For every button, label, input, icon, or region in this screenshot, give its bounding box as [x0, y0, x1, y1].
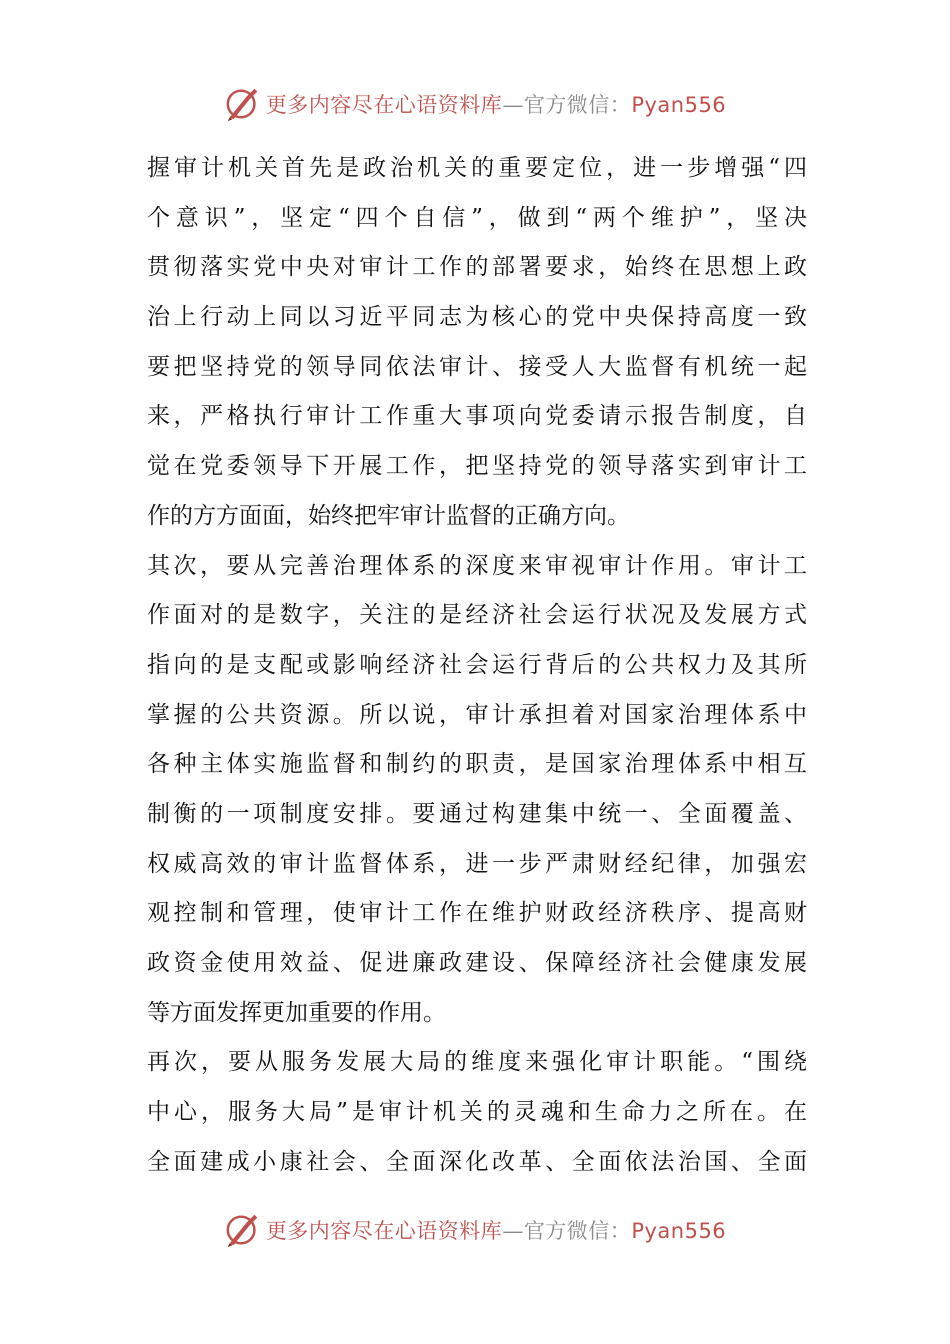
text-line: 其次，要从完善治理体系的深度来审视审计作用。审计工: [147, 552, 807, 579]
banner-dash: —: [502, 93, 524, 117]
text-line: 来，严格执行审计工作重大事项向党委请示报告制度，自: [147, 403, 807, 430]
pen-logo-icon: [224, 85, 262, 123]
banner-wechat-label: 官方微信：: [523, 1219, 632, 1243]
text-line: 掌握的公共资源。所以说，审计承担着对国家治理体系中: [147, 701, 807, 728]
text-line: 各种主体实施监督和制约的职责，是国家治理体系中相互: [147, 751, 807, 778]
text-line: 指向的是支配或影响经济社会运行背后的公共权力及其所: [147, 651, 807, 678]
banner-dash: —: [502, 1219, 524, 1243]
header-banner: [0, 84, 950, 124]
text-line: 个意识”，坚定“四个自信”，做到“两个维护”，坚决: [147, 204, 807, 231]
banner-wechat-id: Pyan556: [631, 1219, 727, 1243]
text-line: 治上行动上同以习近平同志为核心的党中央保持高度一致: [147, 304, 807, 331]
banner-wechat-label: 官方微信：: [523, 93, 632, 117]
text-line: 贯彻落实党中央对审计工作的部署要求，始终在思想上政: [147, 254, 807, 281]
text-line: 觉在党委领导下开展工作，把坚持党的领导落实到审计工: [147, 453, 807, 480]
text-line: 握审计机关首先是政治机关的重要定位，进一步增强“四: [147, 155, 807, 181]
text-line: 作的方方面面，始终把牢审计监督的正确方向。: [147, 502, 630, 529]
text-line: 制衡的一项制度安排。要通过构建集中统一、全面覆盖、: [147, 800, 807, 827]
text-line: 观控制和管理，使审计工作在维护财政经济秩序、提高财: [147, 900, 807, 927]
banner-wechat-id: Pyan556: [631, 93, 727, 117]
text-line: 政资金使用效益、促进廉政建设、保障经济社会健康发展: [147, 950, 807, 976]
text-line: 要把坚持党的领导同依法审计、接受人大监督有机统一起: [147, 353, 807, 380]
text-line: 中心，服务大局”是审计机关的灵魂和生命力之所在。在: [147, 1099, 807, 1126]
text-line: 等方面发挥更加重要的作用。: [147, 999, 446, 1026]
banner-brand: 更多内容尽在心语资料库: [265, 1219, 503, 1243]
text-line: 权威高效的审计监督体系，进一步严肃财经纪律，加强宏: [147, 850, 807, 877]
text-line: 再次，要从服务发展大局的维度来强化审计职能。“围绕: [147, 1049, 807, 1076]
text-line: 作面对的是数字，关注的是经济社会运行状况及发展方式: [147, 602, 807, 629]
banner-brand: 更多内容尽在心语资料库: [265, 93, 503, 117]
text-line: 全面建成小康社会、全面深化改革、全面依法治国、全面: [147, 1148, 807, 1175]
document-body: [147, 144, 807, 1187]
footer-banner: [0, 1210, 950, 1250]
pen-logo-icon: [224, 1211, 262, 1249]
